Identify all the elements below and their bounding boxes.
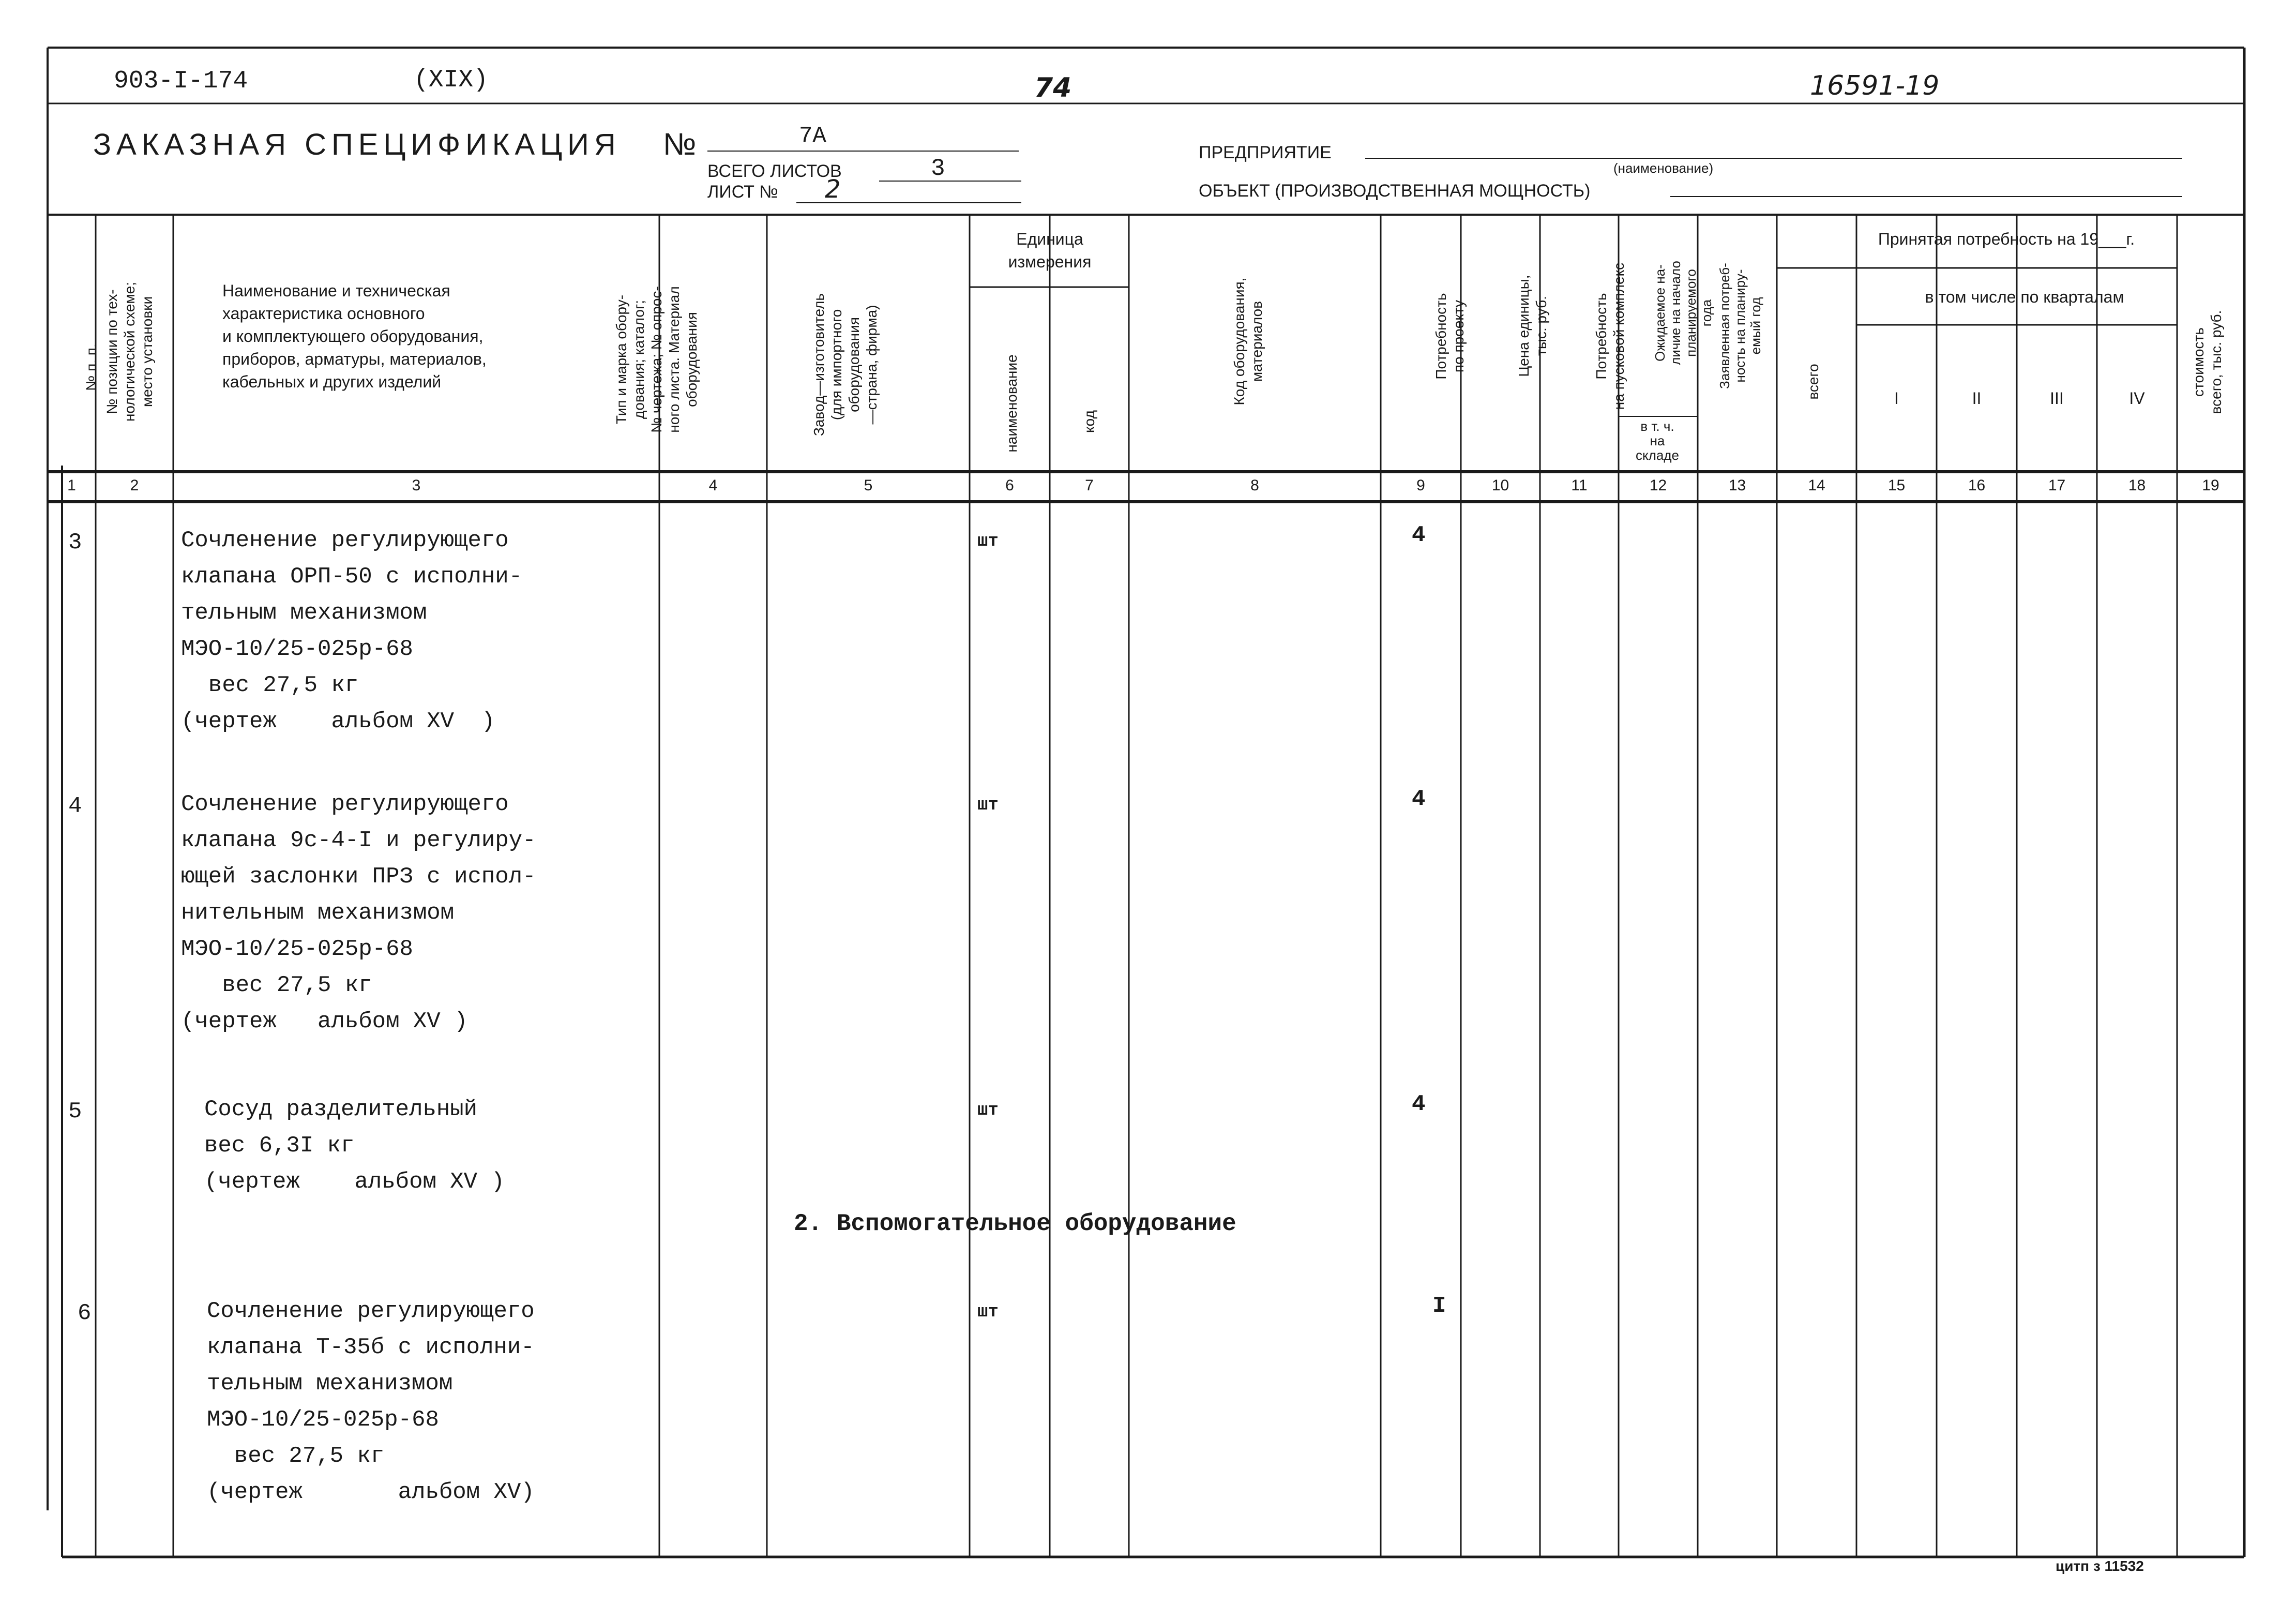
- header-expected-stock: Ожидаемое на- личие на начало планируемого года: [1652, 261, 1714, 365]
- header-position: № позиции по тех- нологической схеме; место установки: [104, 281, 155, 422]
- column-number: 2: [130, 477, 139, 494]
- header-q2: II: [1972, 389, 1982, 408]
- column-number: 11: [1571, 477, 1588, 494]
- column-number: 6: [1005, 477, 1014, 494]
- header-unit-group: Единица измерения: [1008, 230, 1092, 271]
- row-unit: шт: [977, 1101, 999, 1120]
- row-unit: шт: [977, 532, 999, 551]
- name-note: (наименование): [1613, 160, 1714, 176]
- header-quarters: в том числе по кварталам: [1925, 288, 2124, 306]
- header-cost: стоимость всего, тыс. руб.: [2191, 310, 2224, 414]
- row-quantity: 4: [1412, 786, 1426, 812]
- row-unit: шт: [977, 796, 999, 815]
- header-row-no: № п. п.: [83, 343, 99, 391]
- header-type-mark: Тип и марка обору- дования; каталог; № чертежа; № опрос- ного листа. Материал оборудования: [613, 286, 700, 433]
- header-q3: III: [2050, 389, 2064, 408]
- document-code: 903-I-174: [114, 67, 248, 95]
- column-number: 18: [2128, 477, 2146, 494]
- sheet-no-label: ЛИСТ №: [707, 182, 778, 202]
- spec-no-label: №: [663, 127, 697, 161]
- row-description: Сочленение регулирующего клапана ОРП-50 с исполни- тельным механизмом МЭО-10/25-025р-68 вес 27,5 кг (чертеж альбом XV ): [181, 528, 523, 734]
- object-label: ОБЪЕКТ (ПРОИЗВОДСТВЕННАЯ МОЩНОСТЬ): [1199, 181, 1591, 201]
- sheet-code: 16591-19: [1810, 70, 1940, 101]
- row-quantity: 4: [1412, 522, 1426, 548]
- header-in-stock: в т. ч. на складе: [1636, 418, 1679, 463]
- row-number: 3: [68, 530, 82, 556]
- spec-no-value: 7А: [799, 123, 826, 149]
- header-description: Наименование и техническая характеристика основного и комплектующего оборудования, приборов, арматуры, материалов, кабельных и других изделий: [222, 281, 487, 391]
- header-startup-need: Потребность на пусковой комплекс: [1593, 262, 1627, 410]
- column-number: 1: [67, 477, 76, 494]
- row-unit: шт: [977, 1302, 999, 1322]
- column-number: 7: [1085, 477, 1094, 494]
- footer-stamp: цитп з 11532: [2056, 1558, 2144, 1574]
- total-sheets-label: ВСЕГО ЛИСТОВ: [707, 161, 842, 181]
- row-number: 6: [78, 1300, 92, 1326]
- header-total: всего: [1805, 364, 1821, 400]
- column-number: 15: [1887, 477, 1906, 494]
- spec-title: ЗАКАЗНАЯ СПЕЦИФИКАЦИЯ: [93, 128, 621, 161]
- column-number: 16: [1968, 477, 1986, 494]
- header-equipment-code: Код оборудования, материалов: [1231, 277, 1265, 406]
- header-q1: I: [1894, 389, 1899, 408]
- page-number: 74: [1034, 72, 1072, 103]
- column-number: 12: [1649, 477, 1667, 494]
- roman-section: (XIX): [414, 66, 489, 94]
- section-header: 2. Вспомогательное оборудование: [794, 1210, 1236, 1237]
- column-number: 8: [1250, 477, 1259, 494]
- column-number: 14: [1808, 477, 1825, 494]
- sheet-no-value: 2: [825, 175, 841, 204]
- column-number: 10: [1491, 477, 1509, 494]
- row-number: 5: [68, 1099, 82, 1125]
- total-sheets-value: 3: [931, 155, 945, 182]
- header-unit-price: Цена единицы, тыс. руб.: [1516, 275, 1549, 377]
- header-manufacturer: Завод—изготовитель (для импортного оборудования —страна, фирма): [811, 293, 880, 437]
- row-description: Сочленение регулирующего клапана 9с-4-I и регулиру- ющей заслонки ПРЗ с испол- нительным механизмом МЭО-10/25-025р-68 вес 27,5 кг (чертеж альбом XV ): [181, 791, 536, 1035]
- header-accepted-need: Принятая потребность на 19___г.: [1878, 230, 2135, 248]
- column-number: 3: [412, 477, 421, 494]
- row-description: Сосуд разделительный вес 6,3I кг (чертеж альбом XV ): [204, 1097, 505, 1195]
- column-number: 19: [2202, 477, 2219, 494]
- column-number: 4: [708, 477, 718, 494]
- row-quantity: I: [1432, 1293, 1446, 1319]
- header-q4: IV: [2129, 389, 2145, 408]
- column-number: 17: [2048, 477, 2066, 494]
- enterprise-label: ПРЕДПРИЯТИЕ: [1199, 143, 1332, 162]
- row-number: 4: [68, 793, 82, 819]
- header-unit-code: код: [1081, 410, 1097, 433]
- column-number: 9: [1416, 477, 1425, 494]
- column-number: 5: [864, 477, 873, 494]
- row-quantity: 4: [1412, 1091, 1426, 1117]
- header-declared-need: Заявленная потреб- ность на планиру- емый год: [1717, 263, 1763, 389]
- header-unit-name: наименование: [1004, 354, 1020, 453]
- row-description: Сочленение регулирующего клапана Т-35б с исполни- тельным механизмом МЭО-10/25-025р-68 вес 27,5 кг (чертеж альбом XV): [207, 1298, 535, 1505]
- header-project-need: Потребность по проекту: [1433, 293, 1467, 380]
- column-number: 13: [1728, 477, 1746, 494]
